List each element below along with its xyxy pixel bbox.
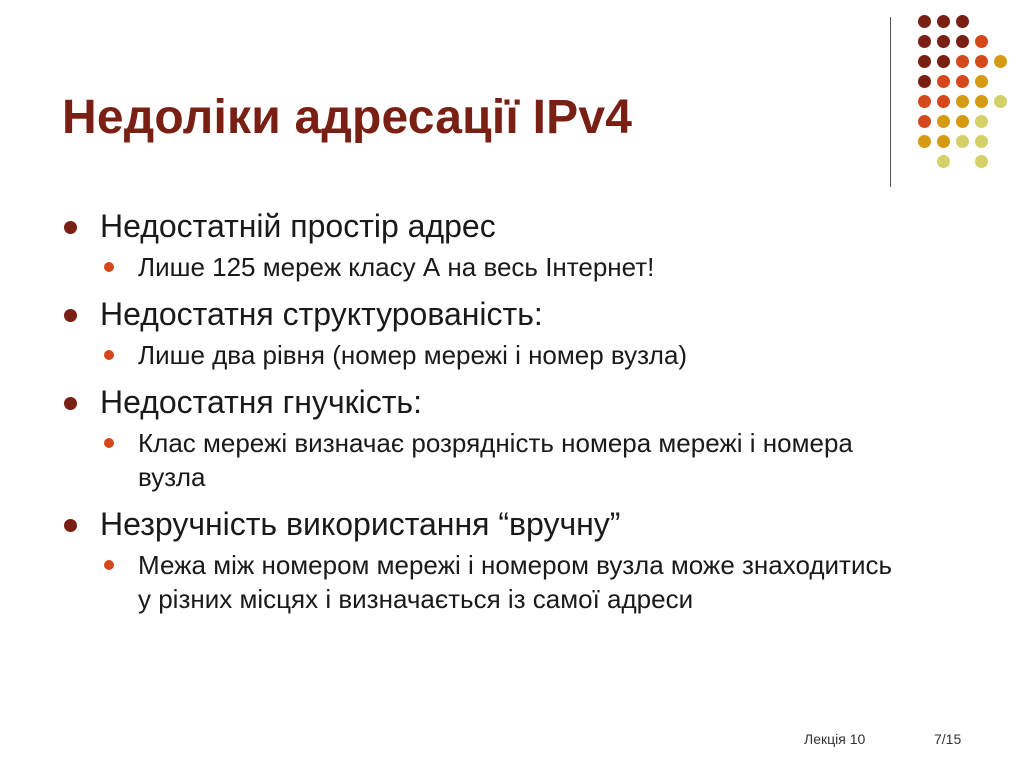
decor-dot: [975, 135, 988, 148]
sub-bullet-text: Клас мережі визначає розрядність номера мережі і номера вузла: [138, 428, 853, 492]
decor-dot: [937, 15, 950, 28]
sub-bullet-text: Лише два рівня (номер мережі і номер вузла): [138, 340, 688, 370]
decor-dot: [956, 115, 969, 128]
bullet-text: Недостатня гнучкість:: [100, 384, 422, 420]
sub-bullet-item: [62, 250, 902, 284]
decor-dot: [937, 115, 950, 128]
decor-dot: [975, 95, 988, 108]
bullet-group: [62, 294, 902, 372]
decor-dot: [918, 135, 931, 148]
decor-dot: [918, 35, 931, 48]
bullet-dot-icon: [64, 397, 77, 410]
bullet-dot-icon: [64, 519, 77, 532]
slide-title: Недоліки адресації IPv4: [62, 91, 633, 144]
sub-bullet-dot-icon: [104, 262, 114, 272]
decor-dot: [956, 95, 969, 108]
decor-dot: [956, 75, 969, 88]
bullet-item: [62, 382, 902, 422]
decor-dot: [937, 135, 950, 148]
decor-dot: [937, 155, 950, 168]
bullet-item: [62, 206, 902, 246]
sub-bullet-text: Межа між номером мережі і номером вузла може знаходитись у різних місцях і визначається із самої адреси: [138, 550, 893, 614]
sub-bullet-dot-icon: [104, 560, 114, 570]
bullet-dot-icon: [64, 221, 77, 234]
decor-dot: [937, 55, 950, 68]
decor-dot: [975, 115, 988, 128]
bullet-item: [62, 294, 902, 334]
decor-dot: [956, 135, 969, 148]
decor-dot: [994, 95, 1007, 108]
decor-dot: [975, 35, 988, 48]
decor-dot: [937, 95, 950, 108]
decor-dot: [994, 55, 1007, 68]
decor-dot: [956, 15, 969, 28]
bullet-group: [62, 504, 902, 616]
footer-page-number: 7/15: [934, 731, 962, 747]
sub-bullet-item: [62, 548, 902, 616]
sub-bullet-item: [62, 426, 902, 494]
decor-dot: [975, 75, 988, 88]
title-divider: [890, 17, 891, 187]
decor-dot: [918, 55, 931, 68]
sub-bullet-dot-icon: [104, 438, 114, 448]
bullet-text: Недостатній простір адрес: [100, 208, 496, 244]
bullet-list: [62, 200, 902, 626]
decor-dot: [918, 95, 931, 108]
bullet-group: [62, 382, 902, 494]
sub-bullet-item: [62, 338, 902, 372]
decor-dot: [975, 155, 988, 168]
decor-dot: [937, 35, 950, 48]
decor-dot: [918, 115, 931, 128]
decor-dot: [918, 75, 931, 88]
decor-dot: [956, 55, 969, 68]
sub-bullet-dot-icon: [104, 350, 114, 360]
bullet-dot-icon: [64, 309, 77, 322]
decor-dot: [937, 75, 950, 88]
bullet-group: [62, 206, 902, 284]
bullet-text: Недостатня структурованість:: [100, 296, 543, 332]
decor-dot: [918, 15, 931, 28]
bullet-item: [62, 504, 902, 544]
sub-bullet-text: Лише 125 мереж класу А на весь Інтернет!: [138, 252, 655, 282]
footer-lecture: Лекція 10: [804, 731, 866, 747]
bullet-text: Незручність використання “вручну”: [100, 506, 621, 542]
dot-grid-decoration-icon: [905, 15, 1015, 165]
decor-dot: [975, 55, 988, 68]
decor-dot: [956, 35, 969, 48]
